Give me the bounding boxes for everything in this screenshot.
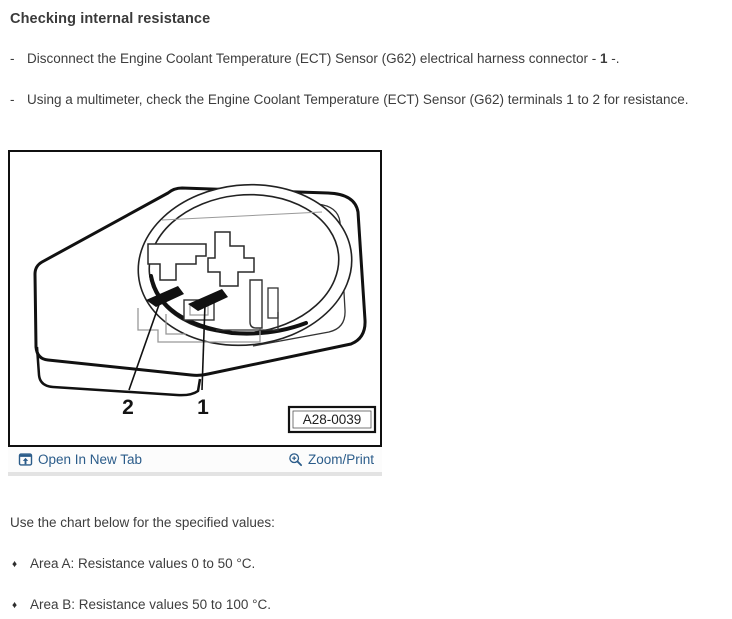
connector-figure-image [8, 150, 382, 447]
diamond-bullet: ♦ [12, 559, 18, 570]
procedure-step-2 [10, 92, 726, 107]
step-text-after: -. [607, 51, 620, 66]
open-in-new-tab-link[interactable] [18, 452, 142, 467]
dash-bullet: - [10, 51, 15, 66]
figure-widget [8, 150, 382, 476]
step-text-before: Disconnect the Engine Coolant Temperature (ECT) Sensor (G62) electrical harness connector - [27, 51, 601, 66]
step-text [27, 51, 620, 66]
area-b-item [12, 597, 271, 613]
open-in-new-tab-icon [18, 452, 33, 467]
callout-ref-bold: 1 [600, 51, 608, 66]
area-a-item [12, 556, 255, 572]
callout-label-2: 2 [122, 396, 134, 419]
zoom-print-link[interactable] [288, 452, 374, 467]
page-title: Checking internal resistance [10, 11, 211, 27]
area-b-text: Area B: Resistance values 50 to 100 °C. [30, 597, 272, 612]
chart-note: Use the chart below for the specified values: [10, 515, 275, 530]
diamond-bullet: ♦ [12, 600, 18, 611]
callout-label-1: 1 [197, 396, 209, 419]
zoom-print-label: Zoom/Print [307, 452, 374, 467]
figure-toolbar [8, 447, 382, 476]
step-text: Using a multimeter, check the Engine Coolant Temperature (ECT) Sensor (G62) terminals 1 to 2 for resistance. [27, 92, 689, 107]
pin-bar-1 [250, 280, 262, 328]
zoom-print-icon [288, 452, 303, 467]
open-in-new-tab-label: Open In New Tab [38, 452, 143, 467]
connector-diagram [10, 152, 380, 445]
procedure-step-1 [10, 51, 726, 66]
area-a-text: Area A: Resistance values 0 to 50 °C. [30, 556, 256, 571]
pin-bar-2 [268, 288, 278, 318]
figure-ref-number: A28-0039 [302, 412, 362, 427]
dash-bullet: - [10, 92, 15, 107]
